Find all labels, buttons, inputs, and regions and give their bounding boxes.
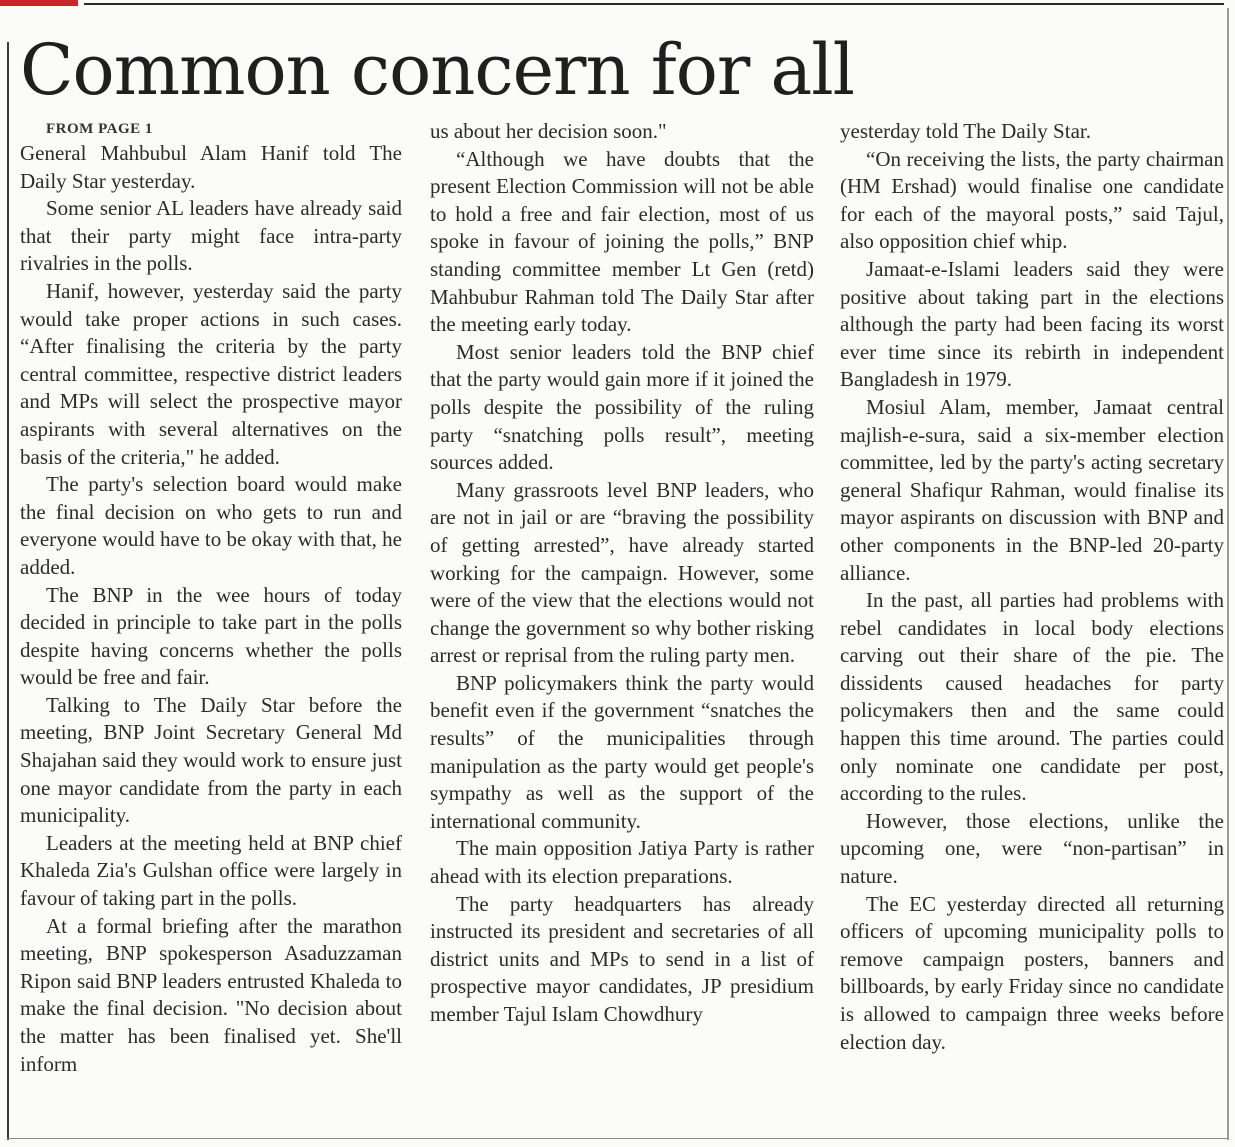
article-column-1 — [20, 118, 402, 1078]
paragraph: Leaders at the meeting held at BNP chief Khaleda Zia's Gulshan office were largely in favour of taking part in the polls. — [20, 830, 402, 911]
paragraph: us about her decision soon." — [430, 119, 667, 143]
paragraph: BNP policymakers think the party would benefit even if the government “snatches the results” of the municipalities through manipulation as the party would get people's sympathy as well as the support of the international community. — [430, 670, 814, 833]
headline: Common concern for all — [20, 29, 855, 111]
masthead-fragment — [0, 0, 78, 6]
paragraph: Jamaat-e-Islami leaders said they were positive about taking part in the elections although the party had been facing its worst ever time since its rebirth in independent Bangladesh in 1979. — [840, 256, 1224, 392]
kicker: FROM PAGE 1 — [46, 121, 153, 137]
paragraph: yesterday told The Daily Star. — [840, 119, 1091, 143]
paragraph: Hanif, however, yesterday said the party would take proper actions in such cases. “After finalising the criteria by the party central committee, respective district leaders and MPs will select the prospective mayor aspirants with several alternatives on the basis of the criteria," he added. — [20, 278, 402, 469]
article-column-2 — [430, 118, 814, 1029]
paragraph: “Although we have doubts that the present Election Commission will not be able to hold a free and fair election, most of us spoke in favour of joining the polls,” BNP standing committee member Lt Gen (retd) Mahbubur Rahman told The Daily Star after the meeting early today. — [430, 146, 814, 337]
paragraph: Most senior leaders told the BNP chief that the party would gain more if it joined the polls despite the possibility of the ruling party “snatching polls result”, meeting sources added. — [430, 339, 814, 475]
paragraph: In the past, all parties had problems with rebel candidates in local body elections carving out their share of the pie. The dissidents caused headaches for party policymakers then and the same could happen this time around. The parties could only nominate one candidate per post, according to the rules. — [840, 588, 1224, 806]
paragraph: However, those elections, unlike the upcoming one, were “non-partisan” in nature. — [840, 808, 1224, 889]
paragraph: The party's selection board would make the final decision on who gets to run and everyone would have to be okay with that, he added. — [20, 472, 402, 579]
paragraph: The EC yesterday directed all returning officers of upcoming municipality polls to remove campaign posters, banners and billboards, by early Friday since no candidate is allowed to campaign three weeks before election day. — [840, 891, 1224, 1054]
paragraph: Some senior AL leaders have already said that their party might face intra-party rivalries in the polls. — [20, 196, 402, 276]
paragraph: The BNP in the wee hours of today decided in principle to take part in the polls despite having concerns whether the polls would be free and fair. — [20, 582, 402, 690]
paragraph: At a formal briefing after the marathon meeting, BNP spokesperson Asaduzzaman Ripon said BNP leaders entrusted Khaleda to make the final decision. "No decision about the matter has been finalised yet. She'll inform — [20, 913, 402, 1076]
right-edge-rule — [1227, 8, 1229, 1140]
paragraph: Talking to The Daily Star before the meeting, BNP Joint Secretary General Md Shajahan said they would work to ensure just one mayor candidate from the party in each municipality. — [20, 692, 402, 828]
top-rule — [84, 3, 1224, 5]
bottom-rule — [7, 1138, 1229, 1139]
article-column-3 — [840, 118, 1224, 1056]
paragraph: Many grassroots level BNP leaders, who are not in jail or are “braving the possibility of getting arrested”, have already started working for the campaign. However, some were of the view that the elections would not change the government so why bother risking arrest or reprisal from the ruling party men. — [430, 477, 814, 668]
paragraph: The main opposition Jatiya Party is rather ahead with its election preparations. — [430, 836, 814, 889]
paragraph: The party headquarters has already instructed its president and secretaries of all district units and MPs to send in a list of prospective mayor candidates, JP presidium member Tajul Islam Chowdhury — [430, 891, 814, 1026]
left-column-rule — [7, 42, 9, 1140]
paragraph: “On receiving the lists, the party chairman (HM Ershad) would finalise one candidate for each of the mayoral posts,” said Tajul, also opposition chief whip. — [840, 146, 1224, 254]
paragraph: Mosiul Alam, member, Jamaat central majlish-e-sura, said a six-member election committee, led by the party's acting secretary general Shafiqur Rahman, would finalise its mayor aspirants on discussion with BNP and other components in the BNP-led 20-party alliance. — [840, 394, 1224, 585]
paragraph: General Mahbubul Alam Hanif told The Daily Star yesterday. — [20, 141, 402, 193]
